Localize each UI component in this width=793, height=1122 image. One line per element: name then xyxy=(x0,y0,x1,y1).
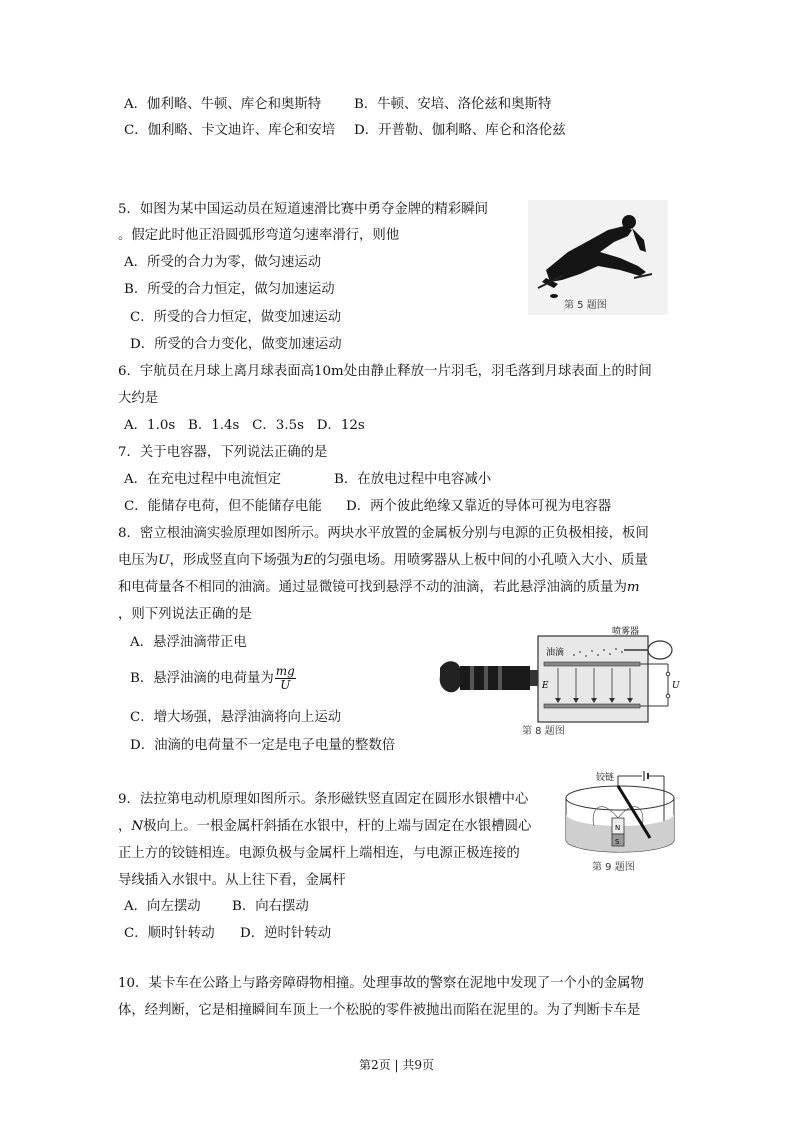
figure-5-caption: 第 5 题图 xyxy=(564,300,607,311)
q8-option-b xyxy=(130,665,296,692)
page-footer: 第2页 | 共9页 xyxy=(359,1058,434,1072)
fig8-label-drop: 油滴 xyxy=(546,648,565,658)
q8-option-c: C．增大场强，悬浮油滴将向上运动 xyxy=(130,710,342,725)
fig8-label-e: E xyxy=(542,681,549,691)
fraction-numerator: mg xyxy=(275,664,295,678)
fig9-label-n: N xyxy=(615,824,621,832)
q6-stem-line2: 大约是 xyxy=(118,391,159,406)
q9-var-n: N xyxy=(131,819,144,834)
q10-stem-line1: 10．某卡车在公路上与路旁障碍物相撞。处理事故的警察在泥地中发现了一个小的金属物 xyxy=(118,976,644,991)
figure-9-caption: 第 9 题图 xyxy=(592,862,635,873)
q9-stem-text-a: ， xyxy=(118,819,132,834)
fig8-label-sprayer: 喷雾器 xyxy=(612,627,640,637)
q9-stem-line2 xyxy=(118,818,531,836)
q8-option-a: A．悬浮油滴带正电 xyxy=(130,635,247,650)
q7-stem: 7．关于电容器，下列说法正确的是 xyxy=(118,445,328,460)
q9-stem-line1: 9．法拉第电动机原理如图所示。条形磁铁竖直固定在圆形水银槽中心 xyxy=(118,792,529,807)
q8-fraction xyxy=(275,665,296,692)
q8-stem-text-b: ，形成竖直向下场强为 xyxy=(169,553,304,568)
q9-stem-line4: 导线插入水银中。从上往下看，金属杆 xyxy=(118,873,346,888)
q5-option-d: D．所受的合力变化，做变加速运动 xyxy=(130,337,342,352)
fig9-label-s: S xyxy=(615,838,620,846)
q8-option-b-text: B．悬浮油滴的电荷量为 xyxy=(130,671,274,686)
q5-stem-line1: 5．如图为某中国运动员在短道速滑比赛中勇夺金牌的精彩瞬间 xyxy=(118,202,489,217)
q8-var-u: U xyxy=(158,553,170,568)
q10-stem-line2: 体，经判断，它是相撞瞬间车顶上一个松脱的零件被抛出而陷在泥里的。为了判断卡车是 xyxy=(118,1003,641,1018)
q8-option-d: D．油滴的电荷量不一定是电子电量的整数倍 xyxy=(130,738,396,753)
q8-var-e: E xyxy=(303,553,314,568)
q9-stem-line3: 正上方的铰链相连。电源负极与金属杆上端相连，与电源正极连接的 xyxy=(118,846,520,861)
figure-8-millikan xyxy=(434,622,684,738)
q5-option-c: C．所受的合力恒定，做变加速运动 xyxy=(130,310,342,325)
q7-option-d: D．两个彼此绝缘又靠近的导体可视为电容器 xyxy=(346,499,612,514)
q8-stem-line4: ，则下列说法正确的是 xyxy=(118,607,252,622)
figure-8-caption: 第 8 题图 xyxy=(522,726,565,737)
faraday-motor-apparatus xyxy=(560,766,682,872)
q8-var-m: m xyxy=(626,580,640,595)
q8-stem-line1: 8．密立根油滴实验原理如图所示。两块水平放置的金属板分别与电源的正负极相接，板间 xyxy=(118,526,649,541)
q8-stem-text-a: 电压为 xyxy=(118,553,159,568)
q9-option-d: D．逆时针转动 xyxy=(240,926,332,941)
fig8-label-u: U xyxy=(672,681,680,691)
q4-option-b: B．牛顿、安培、洛伦兹和奥斯特 xyxy=(354,97,552,112)
q7-option-a: A．在充电过程中电流恒定 xyxy=(124,472,281,487)
q6-options: A．1.0s B．1.4s C．3.5s D．12s xyxy=(124,418,365,433)
q8-stem-text-d: 和电荷量各不相同的油滴。通过显微镜可找到悬浮不动的油滴，若此悬浮油滴的质量为 xyxy=(118,580,627,595)
fig9-label-hinge: 铰链 xyxy=(596,773,615,783)
q7-option-b: B．在放电过程中电容减小 xyxy=(334,472,492,487)
q6-stem-line1: 6．宇航员在月球上离月球表面高10m处由静止释放一片羽毛，羽毛落到月球表面上的时间 xyxy=(118,364,652,379)
q5-stem-line2: 。假定此时他正沿圆弧形弯道匀速率滑行，则他 xyxy=(118,228,400,243)
q8-stem-line2 xyxy=(118,552,648,570)
figure-5-skater xyxy=(528,200,668,315)
figure-9-faraday-motor xyxy=(560,766,682,872)
fraction-denominator: U xyxy=(280,678,291,692)
q4-option-a: A．伽利略、牛顿、库仑和奥斯特 xyxy=(124,97,322,112)
q4-option-d: D．开普勒、伽利略、库仑和洛伦兹 xyxy=(354,123,566,138)
millikan-apparatus xyxy=(434,622,684,738)
q7-option-c: C．能储存电荷，但不能储存电能 xyxy=(124,499,322,514)
q5-option-b: B．所受的合力恒定，做匀加速运动 xyxy=(124,282,335,297)
q5-option-a: A．所受的合力为零，做匀速运动 xyxy=(124,255,322,270)
q9-option-b: B．向右摆动 xyxy=(232,899,309,914)
q9-option-c: C．顺时针转动 xyxy=(124,926,215,941)
q8-stem-line3 xyxy=(118,579,640,597)
q9-option-a: A．向左摆动 xyxy=(124,899,201,914)
q4-option-c: C．伽利略、卡文迪许、库仑和安培 xyxy=(124,123,336,138)
q8-stem-text-c: 的匀强电场。用喷雾器从上板中间的小孔喷入大小、质量 xyxy=(313,553,648,568)
q9-stem-text-b: 极向上。一根金属杆斜插在水银中，杆的上端与固定在水银槽圆心 xyxy=(143,819,532,834)
